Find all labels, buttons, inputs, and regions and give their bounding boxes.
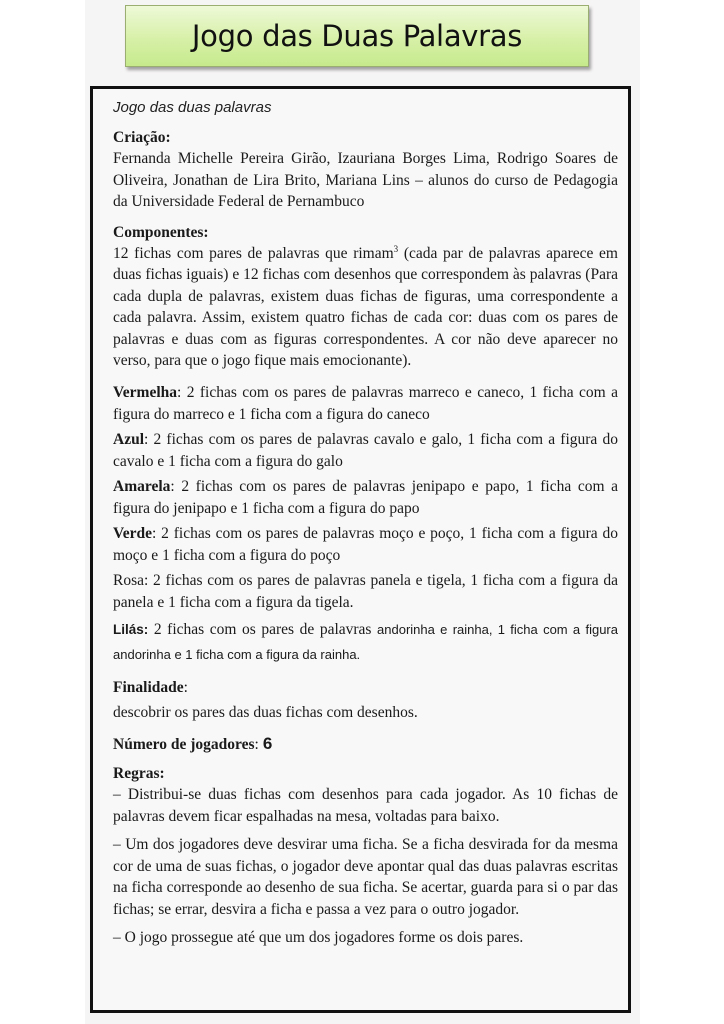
- footnote-marker: 3: [393, 243, 399, 254]
- color-list: [113, 382, 618, 667]
- color-description: : 2 fichas com os pares de palavras cavalo e galo, 1 ficha com a figura do cavalo e 1 ficha com a figura do galo: [113, 430, 618, 470]
- components-text-rest: (cada par de palavras aparece em duas fichas iguais) e 12 fichas com desenhos que correspondem às palavras (Para cada dupla de palavras, existem duas fichas de figuras, uma correspondente a cada palavra. Assim, existem quatro fichas de cada cor: duas com os pares de palavras e duas com as figuras correspondentes. A cor não deve aparecer no verso, para que o jogo fique mais emocionante).: [113, 244, 618, 369]
- players-label: Número de jogadores: [113, 736, 255, 753]
- purpose-label: Finalidade: [113, 678, 184, 696]
- color-description: : 2 fichas com os pares de palavras moço e poço, 1 ficha com a figura do moço e 1 ficha com a figura do poço: [113, 524, 618, 564]
- color-entry-vermelha: [113, 382, 618, 426]
- color-name: Vermelha: [113, 383, 177, 401]
- rule-item: – O jogo prossegue até que um dos jogadores forme os dois pares.: [113, 929, 524, 946]
- creation-text: Fernanda Michelle Pereira Girão, Izauriana Borges Lima, Rodrigo Soares de Oliveira, Jonathan de Lira Brito, Mariana Lins – alunos do curso de Pedagogia da Universidade Federal de Pernambuco: [113, 150, 618, 210]
- color-name: Amarela: [113, 477, 171, 495]
- players-count: 6: [262, 734, 273, 753]
- color-name: Azul: [113, 430, 144, 448]
- page-title: Jogo das Duas Palavras: [191, 19, 523, 53]
- title-banner: [125, 5, 589, 67]
- rules-list: [113, 784, 618, 949]
- creation-heading: Criação:: [113, 129, 171, 146]
- color-entry-azul: [113, 429, 618, 473]
- color-entry-rosa: [113, 570, 618, 614]
- document-box: [90, 86, 631, 1013]
- color-entry-amarela: [113, 476, 618, 520]
- color-description-sans: andorinha e rainha, 1 ficha com a figura andorinha e 1 ficha com a figura da rainha.: [113, 621, 618, 662]
- color-entry-lilas: [113, 617, 618, 667]
- purpose-text: descobrir os pares das duas fichas com desenhos.: [113, 703, 418, 721]
- players-line: [113, 733, 618, 756]
- color-name: Rosa: [113, 571, 144, 589]
- color-description: : 2 fichas com os pares de palavras marreco e caneco, 1 ficha com a figura do marreco e 1 ficha com a figura do caneco: [113, 383, 618, 423]
- purpose-colon: :: [183, 678, 188, 696]
- color-description: 2 fichas com os pares de palavras: [148, 620, 378, 638]
- color-description: : 2 fichas com os pares de palavras jenipapo e papo, 1 ficha com a figura do jenipapo e 1 ficha com a figura do papo: [113, 477, 618, 517]
- purpose-heading: [113, 678, 618, 698]
- components-text: [113, 243, 618, 372]
- rule-item: – Um dos jogadores deve desvirar uma ficha. Se a ficha desvirada for da mesma cor de uma de suas fichas, o jogador deve apontar qual das duas palavras escritas na ficha corresponde ao desenho de sua ficha. Se acertar, guarda para si o par das fichas; se errar, desvira a ficha e passa a vez para o outro jogador.: [113, 836, 618, 918]
- color-name: Lilás:: [113, 621, 149, 637]
- players-colon: :: [254, 736, 259, 753]
- components-text-start: 12 fichas com pares de palavras que rimam: [113, 244, 394, 262]
- document-subtitle: Jogo das duas palavras: [113, 99, 272, 116]
- rules-heading: Regras:: [113, 765, 165, 782]
- rule-item: – Distribui-se duas fichas com desenhos para cada jogador. As 10 fichas de palavras devem ficar espalhadas na mesa, voltadas para baixo.: [113, 786, 618, 825]
- components-heading: Componentes:: [113, 223, 209, 241]
- color-name: Verde: [113, 524, 153, 542]
- color-entry-verde: [113, 523, 618, 567]
- color-description: : 2 fichas com os pares de palavras panela e tigela, 1 ficha com a figura da panela e 1 ficha com a figura da tigela.: [113, 571, 618, 611]
